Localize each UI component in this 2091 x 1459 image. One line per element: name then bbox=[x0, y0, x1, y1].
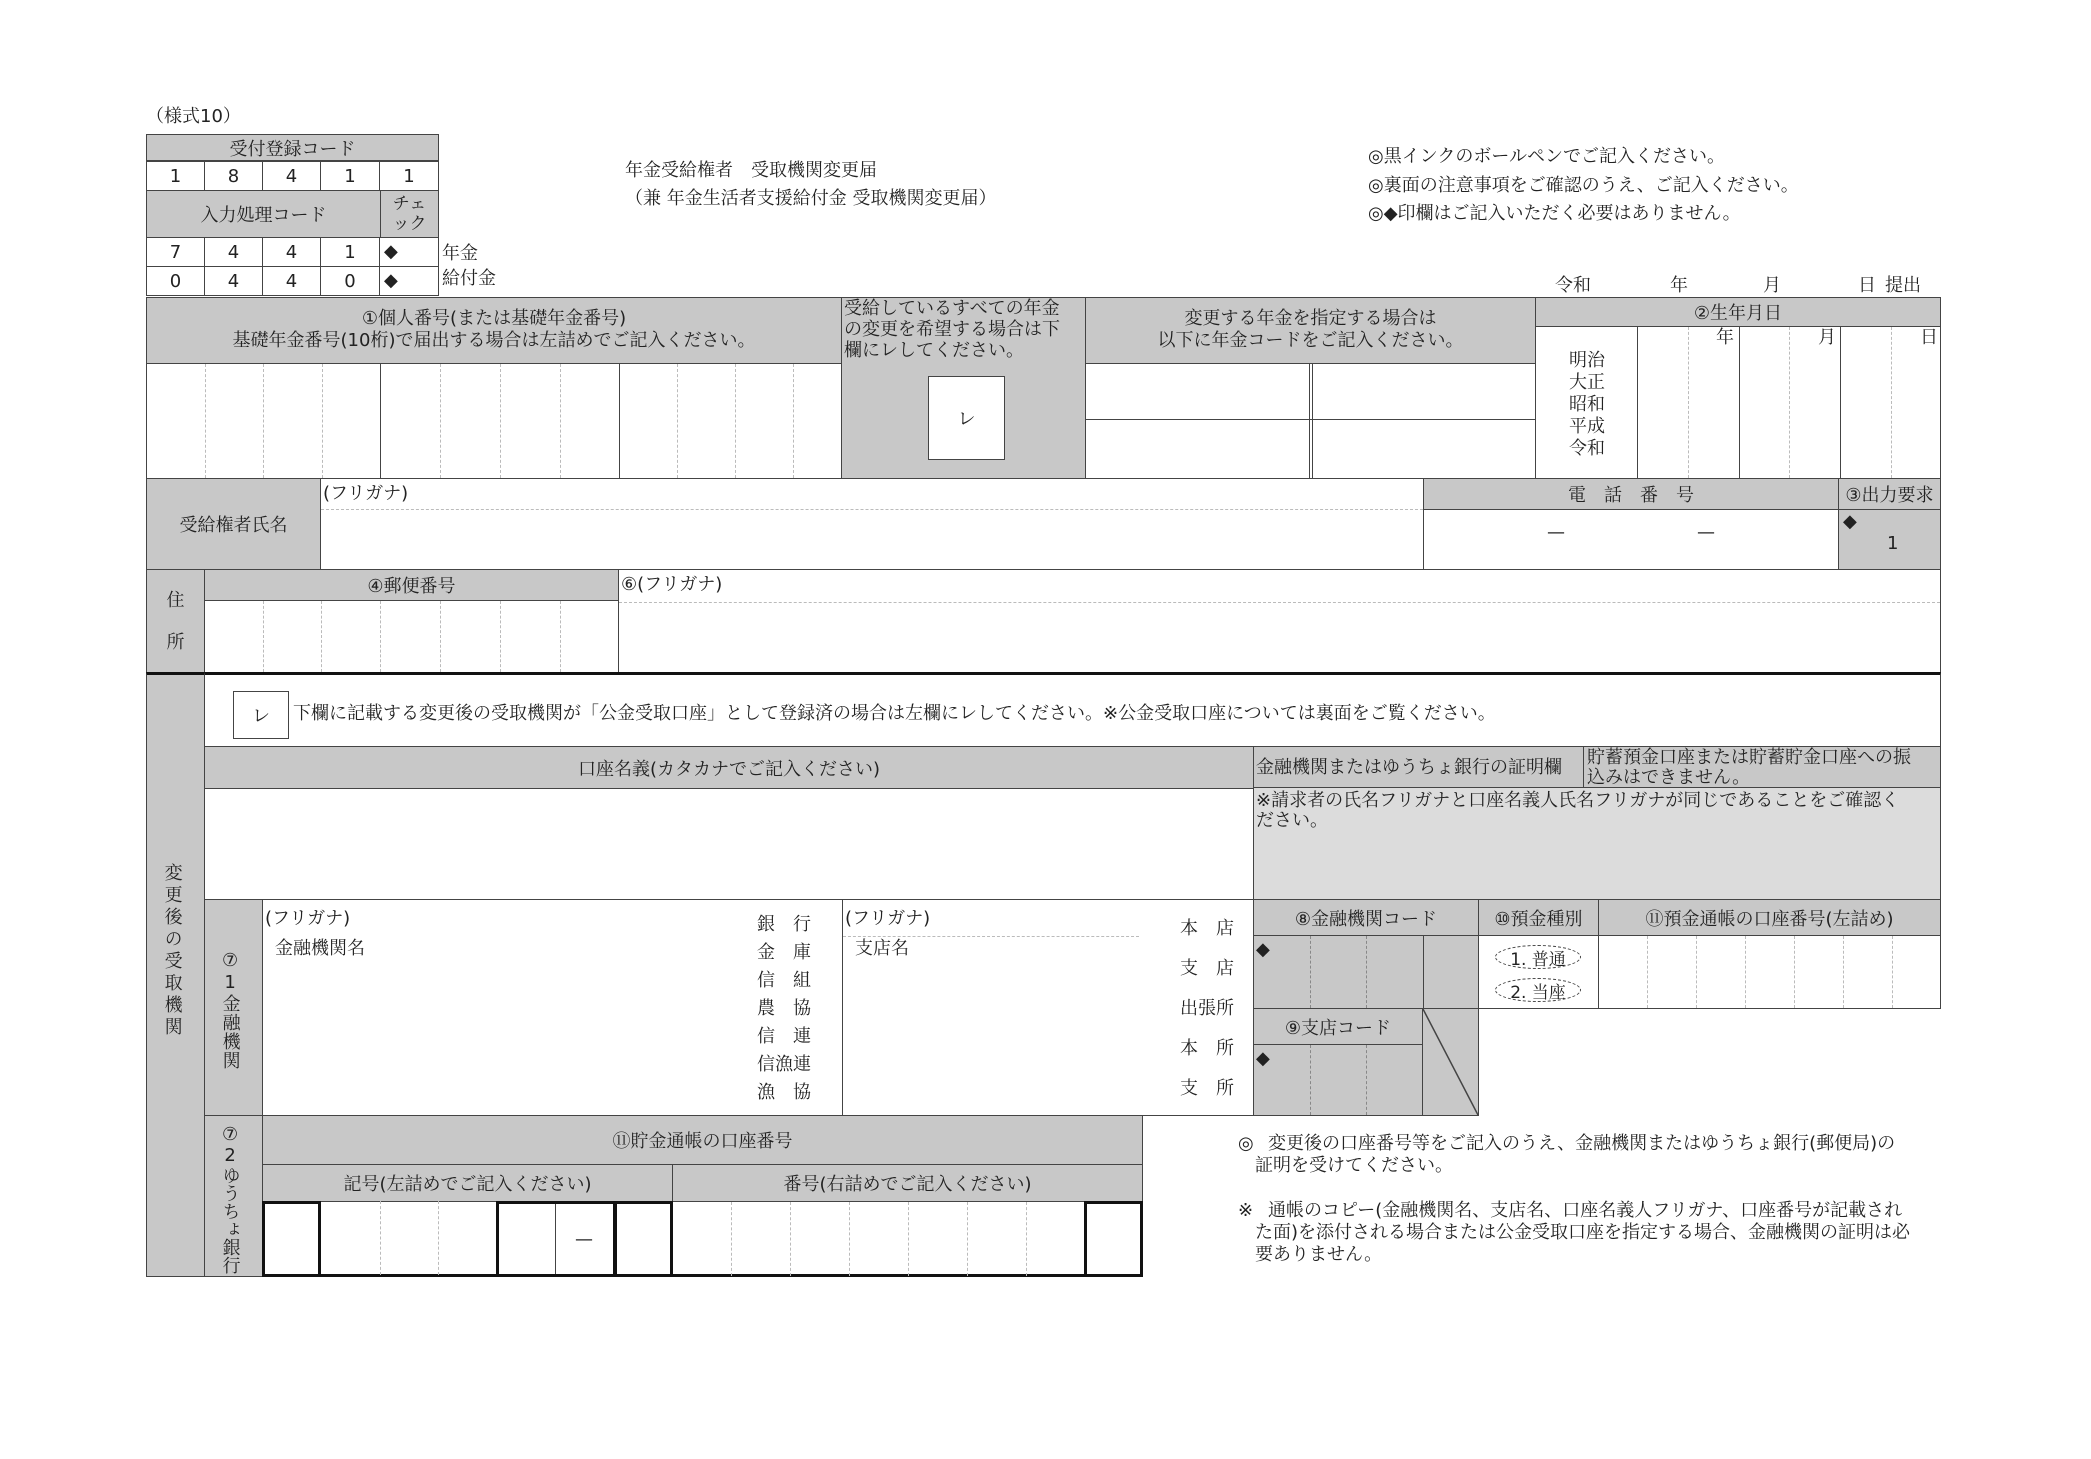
era-heisei[interactable]: 平成 bbox=[1569, 416, 1605, 437]
digit-guide bbox=[321, 601, 322, 672]
diagonal-line bbox=[1423, 1009, 1479, 1116]
address-label-top: 住 bbox=[166, 590, 185, 611]
deposit-type-current[interactable] bbox=[1495, 978, 1581, 1002]
yucho-side-text: ⑦2ゆうちょ銀行 bbox=[219, 1124, 241, 1274]
deposit-type-ordinary[interactable] bbox=[1495, 945, 1581, 969]
branch-furigana-label: (フリガナ) bbox=[845, 908, 931, 929]
deposit-type-options bbox=[1478, 935, 1599, 1009]
phone-input[interactable] bbox=[1423, 509, 1839, 570]
digit-guide bbox=[1892, 936, 1893, 1008]
branch-type-honsho[interactable]: 本 所 bbox=[1180, 1038, 1234, 1059]
furigana-guide bbox=[321, 509, 1423, 510]
certification-area bbox=[1253, 746, 1941, 900]
note1-mark: ◎ bbox=[1238, 1133, 1254, 1154]
divider bbox=[1423, 936, 1424, 1008]
check-mark: レ bbox=[252, 706, 270, 727]
digit-guide bbox=[205, 364, 206, 478]
era-meiji[interactable]: 明治 bbox=[1569, 350, 1605, 371]
branch-name-label: 支店名 bbox=[855, 938, 909, 959]
digit-guide bbox=[380, 601, 381, 672]
digit-guide bbox=[560, 364, 561, 478]
certification-header bbox=[1254, 747, 1940, 788]
output-request-label bbox=[1838, 478, 1941, 510]
digit-guide bbox=[438, 1201, 439, 1275]
note1-line2: 証明を受けてください。 bbox=[1255, 1155, 1453, 1176]
yucho-symbol-label bbox=[262, 1164, 673, 1202]
digit-guide bbox=[1310, 936, 1311, 1008]
digit-guide bbox=[1366, 1045, 1367, 1115]
digit-guide bbox=[790, 1202, 791, 1276]
name-furigana-label: (フリガナ) bbox=[323, 483, 409, 504]
pension-code-label: 変更する年金を指定する場合は bbox=[1184, 308, 1437, 329]
address-input[interactable] bbox=[618, 569, 1941, 673]
phone-label-text: 電 話 番 号 bbox=[1568, 485, 1694, 506]
digit-guide bbox=[1310, 1045, 1311, 1115]
dob-month-label: 月 bbox=[1818, 327, 1836, 348]
date-submit: 提出 bbox=[1885, 275, 1921, 296]
yucho-number-label-text: 番号(右詰めでご記入ください) bbox=[783, 1174, 1032, 1195]
digit-guide bbox=[263, 601, 264, 672]
certification-note-1: 貯蓄預金口座または貯蓄貯金口座への振 bbox=[1587, 747, 1911, 768]
account-number-label-text: ⑪預金通帳の口座番号(左詰め) bbox=[1645, 908, 1894, 930]
public-account-row bbox=[204, 672, 1941, 747]
deposit-type-label-text: ⑩預金種別 bbox=[1494, 908, 1583, 930]
digit-guide bbox=[849, 1202, 850, 1276]
receiving-institution-label bbox=[146, 672, 205, 1277]
digit-guide bbox=[1366, 936, 1367, 1008]
personal-number-instruction: 基礎年金番号(10桁)で届出する場合は左詰めでご記入ください。 bbox=[232, 330, 756, 351]
branch-name[interactable] bbox=[842, 899, 1254, 1116]
financial-institution-side-text: ⑦1金融機関 bbox=[219, 950, 241, 1070]
code-digit: 7 bbox=[146, 237, 205, 267]
digit-guide bbox=[731, 1202, 732, 1276]
form-number: （様式10） bbox=[146, 106, 241, 127]
branch-type-honten[interactable]: 本 店 bbox=[1180, 918, 1234, 939]
output-request-label-text: ③出力要求 bbox=[1845, 485, 1934, 506]
pension-code-instruction: 以下に年金コードをご記入ください。 bbox=[1157, 330, 1464, 351]
phone-dash: — bbox=[1547, 522, 1565, 543]
personal-number-input[interactable] bbox=[146, 363, 842, 479]
fi-type-shinkumi[interactable]: 信 組 bbox=[757, 970, 811, 991]
note2-line1: 通帳のコピー(金融機関名、支店名、口座名義人フリガナ、口座番号が記載され bbox=[1268, 1200, 1903, 1221]
divider bbox=[1309, 364, 1313, 478]
receiving-institution-text: 変更後の受取機関 bbox=[161, 863, 183, 1039]
reg-digit: 4 bbox=[262, 161, 321, 191]
fi-code-label-text: ⑧金融機関コード bbox=[1294, 908, 1438, 930]
code-digit: 1 bbox=[320, 237, 380, 267]
deposit-type-label bbox=[1478, 899, 1599, 936]
certification-text-2: ださい。 bbox=[1256, 810, 1328, 831]
address-label-bottom: 所 bbox=[166, 632, 185, 653]
dob-day-label: 日 bbox=[1920, 327, 1938, 348]
note2-mark: ※ bbox=[1238, 1200, 1254, 1221]
branch-type-shisho[interactable]: 支 所 bbox=[1180, 1078, 1234, 1099]
reg-digit: 1 bbox=[379, 161, 439, 191]
phone-dash: — bbox=[1697, 522, 1715, 543]
registration-code-digits bbox=[146, 161, 439, 191]
fi-type-gyokyo[interactable]: 漁 協 bbox=[757, 1082, 811, 1103]
divider bbox=[1637, 327, 1638, 478]
code-digit: 0 bbox=[320, 266, 380, 296]
personal-number-label: ①個人番号(または基礎年金番号) bbox=[361, 308, 627, 329]
certification-text-1: ※請求者の氏名フリガナと口座名義人氏名フリガナが同じであることをご確認く bbox=[1256, 790, 1900, 811]
yucho-symbol-first[interactable] bbox=[262, 1201, 321, 1277]
form-subtitle: （兼 年金生活者支援給付金 受取機関変更届） bbox=[625, 188, 997, 209]
fi-type-shinkin[interactable]: 金 庫 bbox=[757, 942, 811, 963]
furigana-guide bbox=[619, 602, 1940, 603]
digit-guide bbox=[677, 364, 678, 478]
digit-guide bbox=[500, 601, 501, 672]
input-code-label-text: 入力処理コード bbox=[200, 205, 327, 226]
yucho-number-fields bbox=[673, 1201, 1143, 1277]
note-ink: ◎黒インクのボールペンでご記入ください。 bbox=[1368, 146, 1725, 167]
divider bbox=[1840, 327, 1841, 478]
yucho-account-label bbox=[262, 1115, 1143, 1165]
branch-type-shiten[interactable]: 支 店 bbox=[1180, 958, 1234, 979]
deposit-type-ordinary-text: 1. 普通 bbox=[1510, 949, 1566, 970]
branch-code-input bbox=[1253, 1044, 1423, 1116]
branch-code-blank bbox=[1422, 1008, 1479, 1116]
date-year: 年 bbox=[1670, 275, 1688, 296]
reg-digit: 1 bbox=[320, 161, 380, 191]
certification-stamp-area bbox=[1254, 788, 1940, 899]
digit-guide bbox=[1745, 936, 1746, 1008]
date-era: 令和 bbox=[1555, 275, 1591, 296]
digit-guide bbox=[500, 364, 501, 478]
digit-guide bbox=[560, 601, 561, 672]
account-number-input[interactable] bbox=[1598, 935, 1941, 1009]
reg-digit: 8 bbox=[204, 161, 263, 191]
divider bbox=[380, 364, 381, 478]
yucho-number-last[interactable] bbox=[1084, 1201, 1143, 1277]
form-title: 年金受給権者 受取機関変更届 bbox=[625, 160, 877, 181]
fi-code-label bbox=[1253, 899, 1479, 936]
check-diamond: ◆ bbox=[379, 237, 439, 267]
note2-line2: た面)を添付される場合または公金受取口座を指定する場合、金融機関の証明は必 bbox=[1255, 1222, 1911, 1243]
account-holder-label-text: 口座名義(カタカナでご記入ください) bbox=[577, 758, 881, 780]
personal-number-header bbox=[146, 297, 842, 364]
all-pensions-text-2: の変更を希望する場合は下 bbox=[844, 319, 1060, 340]
furigana-guide bbox=[843, 936, 1139, 937]
phone-label bbox=[1423, 478, 1839, 510]
all-pensions-text-3: 欄にレしてください。 bbox=[844, 340, 1024, 361]
pension-code-header bbox=[1085, 297, 1536, 364]
dob-input[interactable] bbox=[1535, 326, 1941, 479]
certification-label: 金融機関またはゆうちょ銀行の証明欄 bbox=[1256, 757, 1562, 778]
all-pensions-box bbox=[841, 297, 1086, 479]
check-label bbox=[380, 190, 439, 238]
digit-guide bbox=[967, 1202, 968, 1276]
digit-guide bbox=[793, 364, 794, 478]
public-account-text: 下欄に記載する変更後の受取機関が「公金受取口座」として登録済の場合は左欄にレしてください。※公金受取口座については裏面をご覧ください。 bbox=[293, 703, 1496, 724]
input-code-row2 bbox=[146, 266, 439, 296]
era-taisho[interactable]: 大正 bbox=[1569, 372, 1605, 393]
fi-furigana-label: (フリガナ) bbox=[265, 908, 351, 929]
note-reverse: ◎裏面の注意事項をご確認のうえ、ご記入ください。 bbox=[1368, 175, 1799, 196]
digit-guide bbox=[322, 364, 323, 478]
output-request-box bbox=[1838, 509, 1941, 570]
yucho-dash bbox=[552, 1201, 616, 1277]
output-value: 1 bbox=[1887, 533, 1899, 554]
account-holder-label bbox=[204, 746, 1254, 789]
dob-year-label: 年 bbox=[1716, 327, 1734, 348]
digit-guide bbox=[263, 364, 264, 478]
certification-note-2: 込みはできません。 bbox=[1587, 767, 1751, 788]
branch-code-label-text: ⑨支店コード bbox=[1284, 1017, 1392, 1039]
note-diamond: ◎◆印欄はご記入いただく必要はありません。 bbox=[1368, 203, 1741, 224]
deposit-type-current-text: 2. 当座 bbox=[1510, 982, 1566, 1003]
postal-code-label-text: ④郵便番号 bbox=[367, 576, 456, 597]
public-account-checkbox[interactable] bbox=[233, 691, 289, 739]
date-month: 月 bbox=[1763, 275, 1781, 296]
financial-institution-name[interactable] bbox=[262, 899, 843, 1116]
output-diamond: ◆ bbox=[1843, 511, 1857, 532]
dob-label: ②生年月日 bbox=[1693, 303, 1783, 324]
digit-guide bbox=[908, 1202, 909, 1276]
branch-code-label bbox=[1253, 1008, 1423, 1045]
branch-code-diamond: ◆ bbox=[1256, 1048, 1270, 1069]
reg-digit: 1 bbox=[146, 161, 205, 191]
address-label bbox=[146, 569, 205, 673]
postal-code-label bbox=[204, 569, 619, 601]
fi-code-diamond: ◆ bbox=[1256, 939, 1270, 960]
digit-guide bbox=[1026, 1202, 1027, 1276]
registration-code-label-text: 受付登録コード bbox=[229, 138, 356, 160]
account-number-label bbox=[1598, 899, 1941, 936]
code-digit: 4 bbox=[204, 266, 263, 296]
digit-guide bbox=[1891, 327, 1892, 478]
kyufukin-label: 給付金 bbox=[442, 268, 496, 289]
digit-guide bbox=[1794, 936, 1795, 1008]
all-pensions-text-1: 受給しているすべての年金 bbox=[844, 298, 1060, 319]
input-code-label bbox=[146, 190, 381, 238]
digit-guide bbox=[1696, 936, 1697, 1008]
code-digit: 4 bbox=[204, 237, 263, 267]
input-code-row1 bbox=[146, 237, 439, 267]
digit-guide bbox=[1688, 327, 1689, 478]
fi-type-shingyoren[interactable]: 信漁連 bbox=[757, 1054, 811, 1075]
date-day: 日 bbox=[1858, 275, 1876, 296]
note2-line3: 要ありません。 bbox=[1255, 1244, 1383, 1265]
yucho-account-label-text: ⑪貯金通帳の口座番号 bbox=[612, 1131, 793, 1152]
digit-guide bbox=[1789, 327, 1790, 478]
financial-institution-side-label bbox=[204, 899, 263, 1116]
check-mark: レ bbox=[957, 409, 976, 430]
yucho-input-row[interactable] bbox=[262, 1201, 1143, 1277]
note1-line1: 変更後の口座番号等をご記入のうえ、金融機関またはゆうちょ銀行(郵便局)の bbox=[1268, 1133, 1896, 1154]
digit-guide bbox=[440, 601, 441, 672]
pension-code-input[interactable] bbox=[1085, 363, 1536, 479]
era-reiwa[interactable]: 令和 bbox=[1569, 438, 1605, 459]
address-furigana-label: ⑥(フリガナ) bbox=[621, 574, 723, 595]
account-holder-input[interactable] bbox=[204, 788, 1254, 900]
nenkin-label: 年金 bbox=[442, 243, 478, 264]
branch-type-shutchojo[interactable]: 出張所 bbox=[1180, 998, 1234, 1019]
yucho-dash-text: — bbox=[575, 1228, 593, 1250]
digit-guide bbox=[440, 364, 441, 478]
yucho-number-first[interactable] bbox=[614, 1201, 673, 1277]
divider bbox=[619, 364, 620, 478]
fi-name-label: 金融機関名 bbox=[275, 938, 365, 959]
divider bbox=[1739, 327, 1740, 478]
digit-guide bbox=[380, 1201, 381, 1275]
all-pensions-checkbox[interactable] bbox=[928, 376, 1005, 460]
yucho-number-label bbox=[672, 1164, 1143, 1202]
registration-code-label bbox=[146, 134, 439, 161]
fi-type-nokyo[interactable]: 農 協 bbox=[757, 998, 811, 1019]
code-digit: 0 bbox=[146, 266, 205, 296]
check-diamond: ◆ bbox=[379, 266, 439, 296]
digit-guide bbox=[1843, 936, 1844, 1008]
recipient-name-label bbox=[146, 478, 321, 570]
fi-type-shinren[interactable]: 信 連 bbox=[757, 1026, 811, 1047]
digit-guide bbox=[735, 364, 736, 478]
yucho-side-label bbox=[204, 1115, 263, 1277]
yucho-symbol-label-text: 記号(左詰めでご記入ください) bbox=[343, 1174, 592, 1195]
postal-code-input[interactable] bbox=[204, 600, 619, 673]
era-showa[interactable]: 昭和 bbox=[1569, 394, 1605, 415]
divider bbox=[1583, 747, 1584, 788]
code-digit: 4 bbox=[262, 266, 321, 296]
divider bbox=[1086, 419, 1535, 420]
recipient-name-input[interactable] bbox=[320, 478, 1424, 570]
dob-header bbox=[1535, 297, 1941, 327]
fi-code-input bbox=[1253, 935, 1479, 1009]
code-digit: 4 bbox=[262, 237, 321, 267]
check-label-text: チェック bbox=[392, 194, 427, 234]
digit-guide bbox=[1647, 936, 1648, 1008]
recipient-name-label-text: 受給権者氏名 bbox=[179, 515, 288, 536]
fi-type-bank[interactable]: 銀 行 bbox=[757, 914, 811, 935]
